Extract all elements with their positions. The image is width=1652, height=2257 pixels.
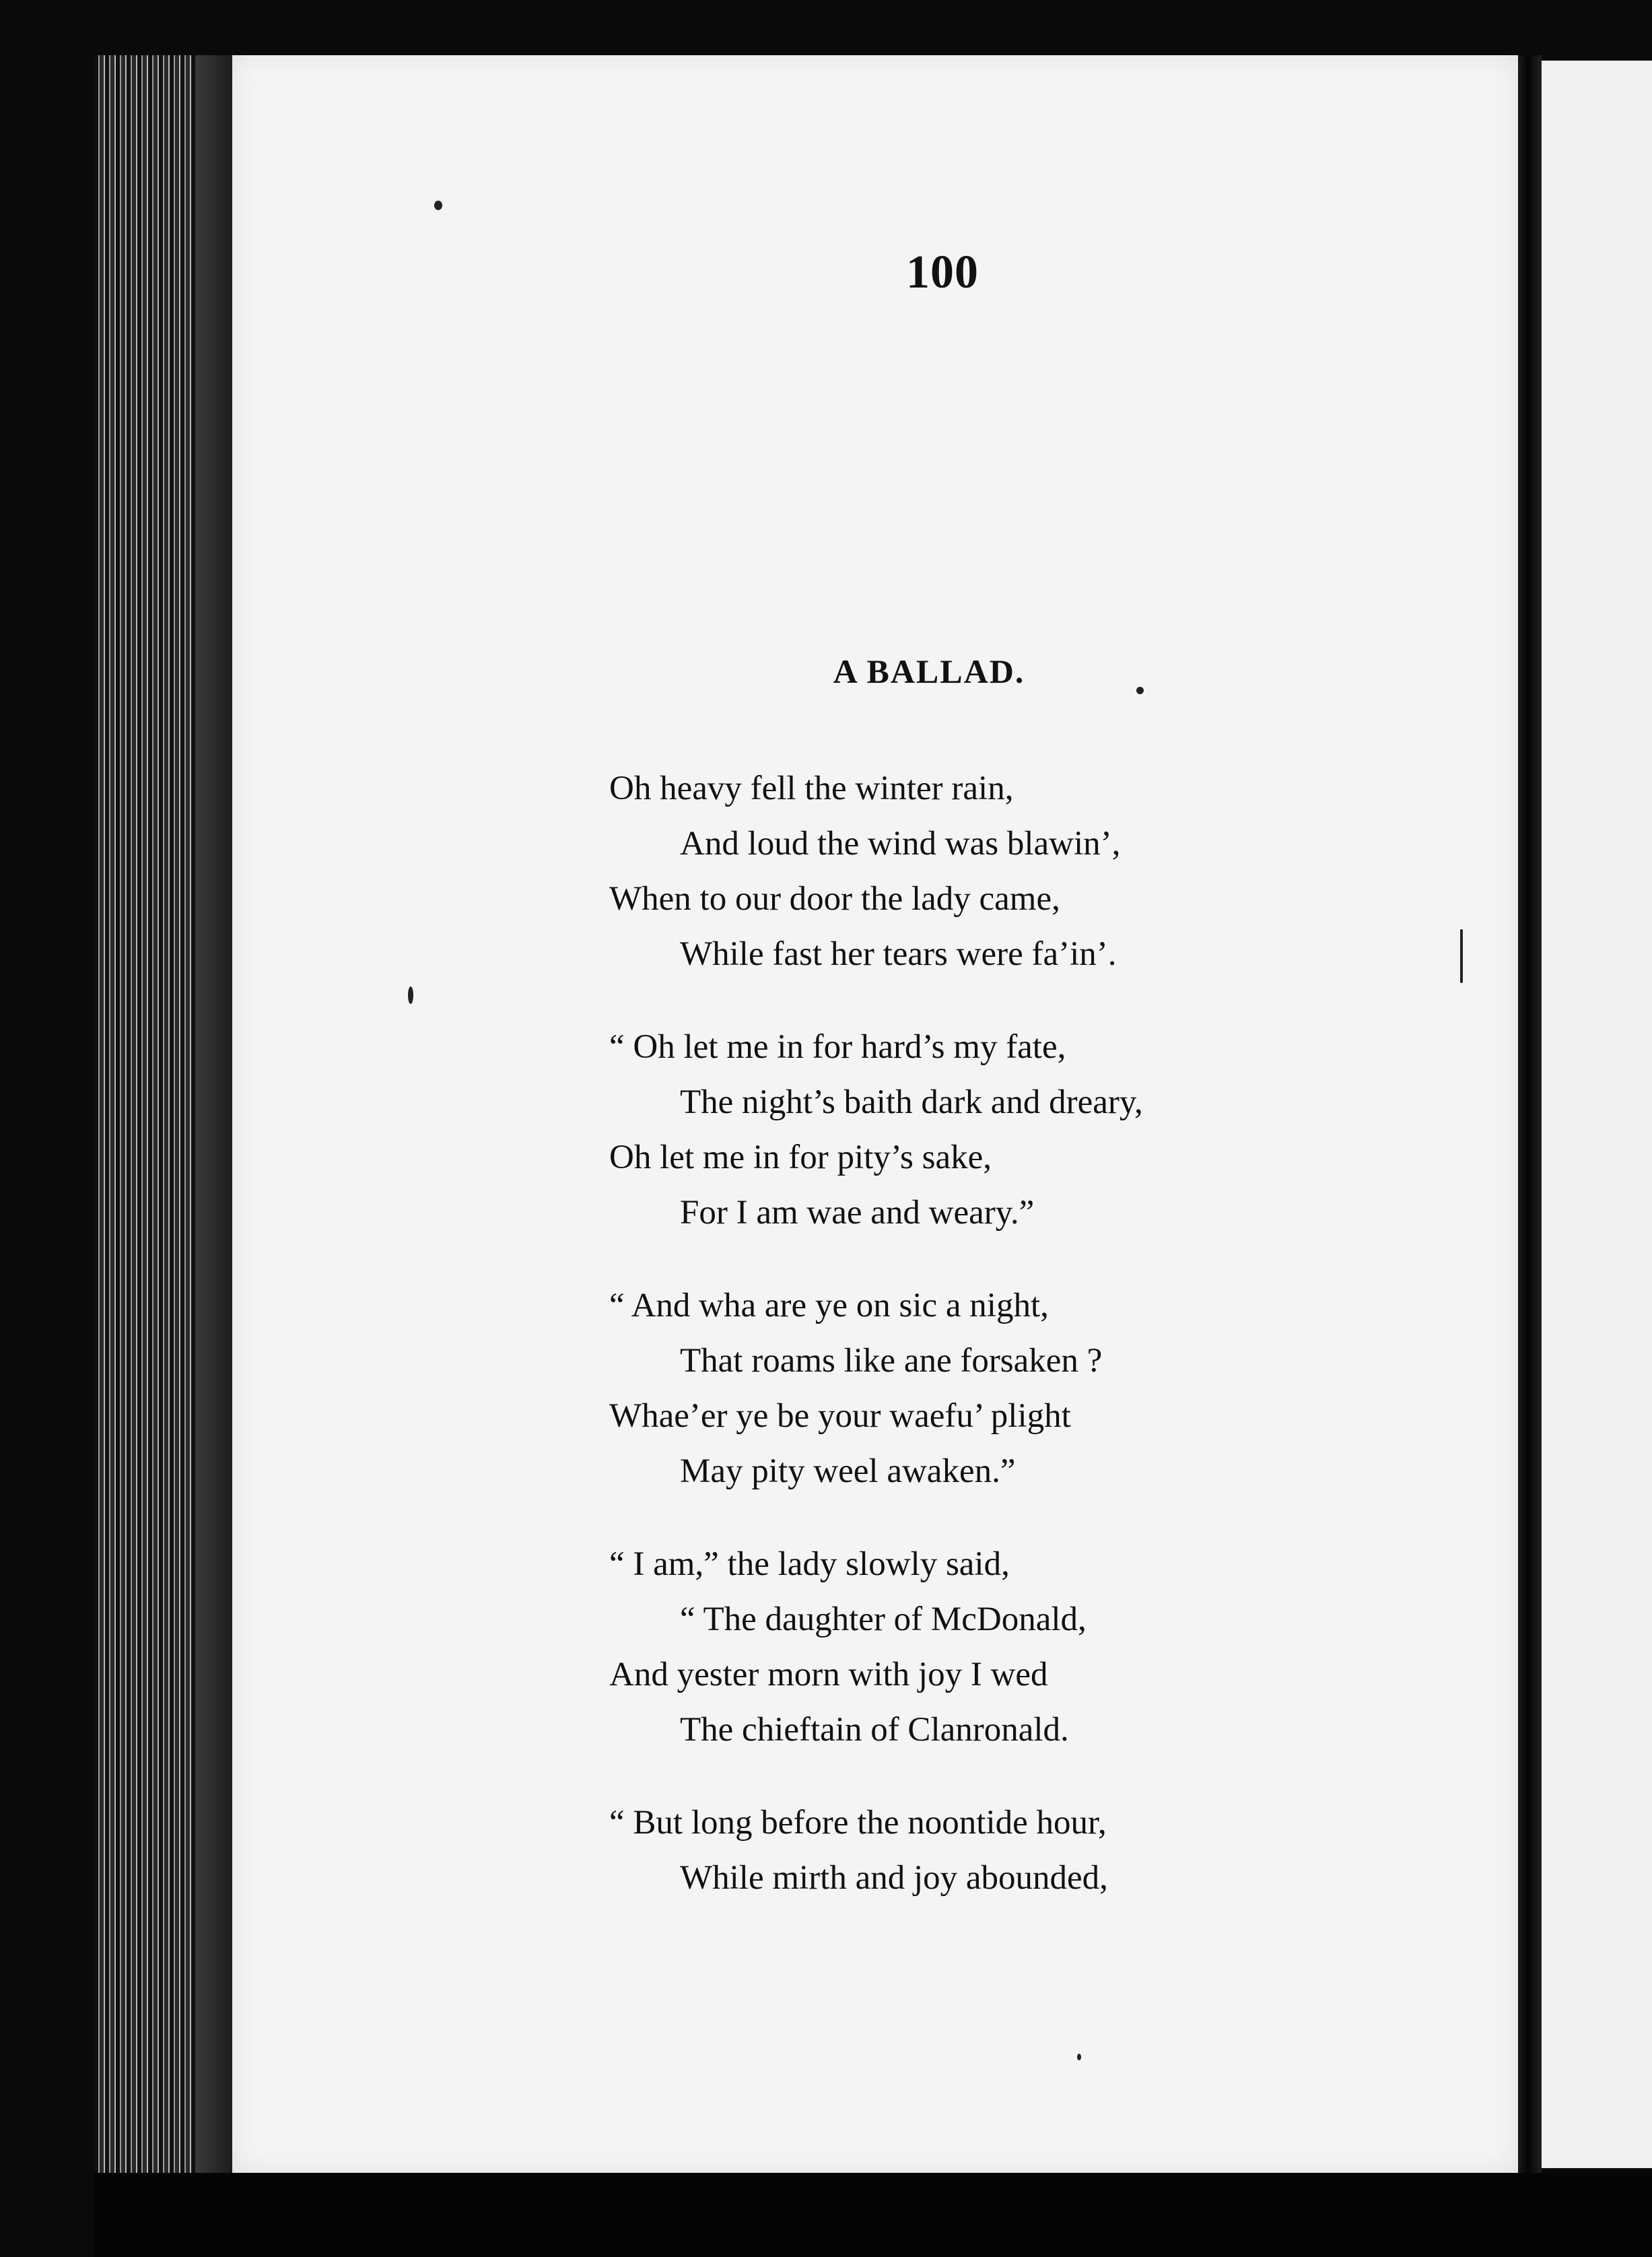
poem-line: May pity weel awaken.” [680,1452,1016,1490]
poem-line: Oh let me in for pity’s sake, [609,1139,992,1176]
scan-speck [408,986,413,1004]
poem-line: That roams like ane forsaken ? [680,1342,1103,1380]
poem-line: “ Oh let me in for hard’s my fate, [609,1028,1066,1066]
poem-line: And loud the wind was blawin’, [680,825,1121,863]
poem-line: Oh heavy fell the winter rain, [609,770,1014,807]
poem-body [609,761,1282,1943]
stanza-1 [609,761,1282,982]
poem-title: A BALLAD. [833,652,1025,690]
scan-speck [1460,929,1463,983]
poem-line: The night’s baith dark and dreary, [680,1083,1143,1121]
book-page-edges [94,55,236,2173]
poem-line: Whae’er ye be your waefu’ plight [609,1397,1071,1435]
poem-line: “ And wha are ye on sic a night, [609,1287,1049,1324]
scan-bottom-edge [94,2173,1652,2257]
next-page-sliver [1542,61,1652,2168]
stanza-5 [609,1795,1282,1906]
page-number: 100 [906,246,979,298]
poem-line: When to our door the lady came, [609,880,1060,918]
poem-line: While mirth and joy abounded, [680,1859,1108,1897]
book-gutter [1515,55,1542,2173]
poem-line: “ But long before the noontide hour, [609,1804,1107,1842]
scan-speck [1136,687,1144,694]
stanza-2 [609,1019,1282,1240]
poem-line: And yester morn with joy I wed [609,1656,1048,1693]
poem-line: “ The daughter of McDonald, [680,1601,1087,1638]
poem-line: For I am wae and weary.” [680,1194,1035,1232]
scan-speck [434,201,442,210]
poem-line: The chieftain of Clanronald. [680,1711,1069,1749]
scan-speck [1077,2054,1081,2060]
poem-line: “ I am,” the lady slowly said, [609,1545,1010,1583]
poem-line: While fast her tears were fa’in’. [680,935,1117,973]
stanza-4 [609,1537,1282,1757]
stanza-3 [609,1278,1282,1499]
